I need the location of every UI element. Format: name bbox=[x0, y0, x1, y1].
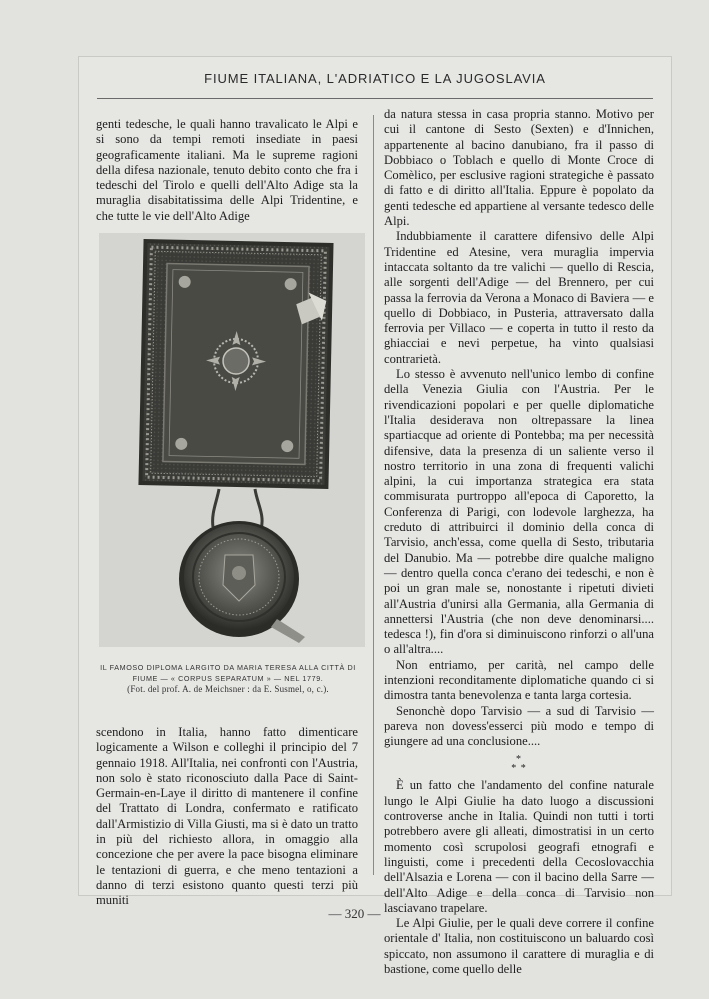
left-column-top bbox=[96, 117, 358, 224]
paragraph: Indubbiamente il carattere difensivo delle Alpi Tridentine ed Atesine, vera muraglia impervia intaccata soltanto da tre valichi — quello di Rescia, alle sorgenti dell'Adige — del Brennero, per cui passa la ferrovia da Verona a Monaco di Baviera — e quello di Dobbiaco, in Pusteria, attraversato dalla ferrovia per Villaco — e coperta in tutto il resto da ghiacciai e nevi perpetue, ha vinto qualsiasi contrarietà. bbox=[384, 229, 654, 366]
header-rule bbox=[97, 98, 653, 99]
diploma-photograph bbox=[99, 233, 365, 647]
paragraph: Senonchè dopo Tarvisio — a sud di Tarvisio — pareva non dovess'esserci più modo e tempo di giungere ad una conclusione.... bbox=[384, 703, 654, 749]
paragraph: da natura stessa in casa propria stanno. Motivo per cui il cantone di Sesto (Sexten) e d'Innichen, appartenente al bacino danubiano, fra il passo di Dobbiaco o Toblach e quello di Monte Croce di Comèlico, per esclusive ragioni strategiche è passato di fatto e di diritto all'Italia. Eppure è popolato da genti tedesche ed appartiene al versante tedesco delle Alpi. bbox=[384, 107, 654, 229]
wax-seal bbox=[179, 521, 299, 637]
paragraph: Le Alpi Giulie, per le quali deve correre il confine orientale d' Italia, non costituiscono un baluardo così spiccato, non assumono il carattere di muraglia e di bastione, come quello delle bbox=[384, 916, 654, 977]
paragraph: È un fatto che l'andamento del confine naturale lungo le Alpi Giulie ha dato luogo a discussioni controverse anche in Italia. Quindi non tutti i torti potrebbero avere gli alleati, dimostratisi in un certo momento così scrupolosi geografi etnografi e linguisti, come i precedenti della Cecoslovacchia dell'Alsazia e Lorena — con il bacino della Sarre — dell'Alto Adige e della conca di Tarvisio non lasciavano trapelare. bbox=[384, 778, 654, 915]
caption-line-2: FIUME — « CORPUS SEPARATUM » — NEL 1779. bbox=[132, 674, 324, 683]
column-divider bbox=[373, 115, 374, 875]
left-column-bottom bbox=[96, 725, 358, 909]
paragraph: Lo stesso è avvenuto nell'unico lembo di confine della Venezia Giulia con l'Austria. Per le rivendicazioni popolari e per quelle diplomatiche l'Italia desiderava non oltrepassare la linea spartiacque ad oriente di Pontebba; ma per necessità difensive, data la presenza di un saliente verso il nostro territorio in una zona di frequenti valichi alpini, la cui importanza strategica era stata commisurata purtroppo all'epoca di Caporetto, la Conferenza di Parigi, con lodevole larghezza, ha creduto di attribuirci il dominio della conca di Tarvisio, anch'essa, come quella di Sesto, tributaria del Danubio. Ma — potrebbe dire qualche maligno — dentro quella conca c'erano dei tedeschi, e non è poi un gran male se, nonostante i ripetuti divieti all'Austria d'unirsi alla Germania, alla Germania di annettersi l'Austria (che non deve denominarsi.... tedesca !), fin d'ora si diminuiscono rinforzi o all'una o all'altra.... bbox=[384, 367, 654, 657]
paragraph: genti tedesche, le quali hanno travalicato le Alpi e si sono da tempi remoti insediate in paesi geograficamente italiani. Ma le supreme ragioni della difesa nazionale, tenuto debito conto che fra i tedeschi del Tirolo e quelli dell'Alto Adige sta la muraglia disabitatissima delle Alpi Tridentine, e che tutte le vie dell'Alto Adige bbox=[96, 117, 358, 223]
right-column bbox=[384, 107, 654, 977]
book-cover bbox=[138, 239, 333, 489]
asterism-bottom: * * bbox=[511, 763, 527, 775]
figure-caption bbox=[97, 662, 359, 695]
photo-credit: (Fot. del prof. A. de Meichsner : da E. Susmel, o, c.). bbox=[127, 684, 329, 694]
section-asterism bbox=[384, 755, 654, 773]
page-number: — 320 — bbox=[328, 906, 381, 921]
asterism-top: * bbox=[516, 754, 522, 766]
running-header: FIUME ITALIANA, L'ADRIATICO E LA JUGOSLAVIA bbox=[204, 71, 546, 86]
paragraph: Non entriamo, per carità, nel campo delle intenzioni reconditamente diplomatiche quando ci si dimostra tanta benevolenza e tanta larga cortesia. bbox=[384, 657, 654, 703]
paragraph: scendono in Italia, hanno fatto dimenticare logicamente a Wilson e colleghi il principio del 7 gennaio 1918. All'Italia, nei confronti con l'Austria, non solo è stato riconosciuto dalla Pace di Saint-Germain-en-Laye il diritto di mantenere il confine del Trattato di Londra, confermato e ratificato dall'Armistizio di Villa Giusti, ma si è dato un tratto in più del richiesto allora, in omaggio alla concezione che per avere la pace bisogna eliminare le tentazioni di guerra, e che meno tentazioni a danno di terzi esistono quanto questi terzi più muniti bbox=[96, 725, 358, 908]
caption-line-1: IL FAMOSO DIPLOMA LARGITO DA MARIA TERESA ALLA CITTÀ DI bbox=[100, 663, 356, 672]
diploma-seal-illustration bbox=[99, 233, 365, 647]
